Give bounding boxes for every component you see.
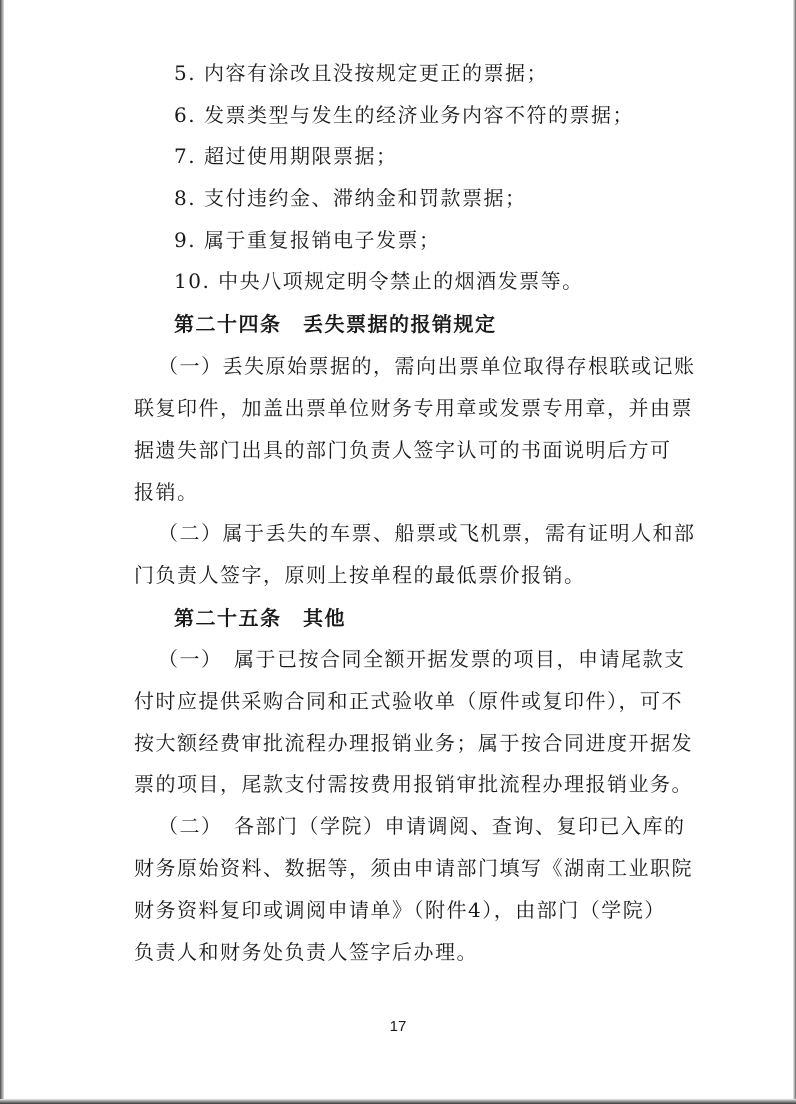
- paragraph-line: （二） 各部门（学院）申请调阅、查询、复印已入库的: [158, 814, 686, 838]
- list-item: 9. 属于重复报销电子发票；: [174, 228, 441, 252]
- paragraph-line: 财务原始资料、数据等，须由申请部门填写《湖南工业职院: [134, 856, 693, 880]
- paragraph-line: 门负责人签字，原则上按单程的最低票价报销。: [134, 563, 586, 587]
- paragraph-line: 报销。: [134, 480, 199, 504]
- paragraph-line: 负责人和财务处负责人签字后办理。: [134, 940, 478, 964]
- paragraph-line: 按大额经费审批流程办理报销业务；属于按合同进度开据发: [134, 731, 693, 755]
- article-heading: 第二十五条 其他: [174, 606, 346, 630]
- list-item: 10. 中央八项规定明令禁止的烟酒发票等。: [174, 269, 584, 293]
- paragraph-line: （一） 属于已按合同全额开据发票的项目，申请尾款支: [158, 647, 686, 671]
- list-item: 5. 内容有涂改且没按规定更正的票据；: [174, 61, 548, 85]
- paragraph-line: 据遗失部门出具的部门负责人签字认可的书面说明后方可: [134, 438, 672, 462]
- paragraph-line: （一）丢失原始票据的，需向出票单位取得存根联或记账: [158, 354, 696, 378]
- paragraph-line: 票的项目，尾款支付需按费用报销审批流程办理报销业务。: [134, 772, 693, 796]
- paragraph-line: 联复印件，加盖出票单位财务专用章或发票专用章，并由票: [134, 396, 693, 420]
- paragraph-line: （二）属于丢失的车票、船票或飞机票，需有证明人和部: [158, 521, 696, 545]
- list-item: 7. 超过使用期限票据；: [174, 144, 398, 168]
- paragraph-line: 付时应提供采购合同和正式验收单（原件或复印件），可不: [134, 689, 683, 713]
- paragraph-line: 财务资料复印或调阅申请单》（附件4），由部门（学院）: [134, 898, 666, 922]
- list-item: 6. 发票类型与发生的经济业务内容不符的票据；: [174, 103, 634, 127]
- scan-border-left: [0, 0, 4, 1104]
- scan-border-bottom: [0, 1099, 796, 1104]
- article-heading: 第二十四条 丢失票据的报销规定: [174, 312, 497, 336]
- list-item: 8. 支付违约金、滞纳金和罚款票据；: [174, 186, 527, 210]
- page-number: 17: [389, 1018, 407, 1035]
